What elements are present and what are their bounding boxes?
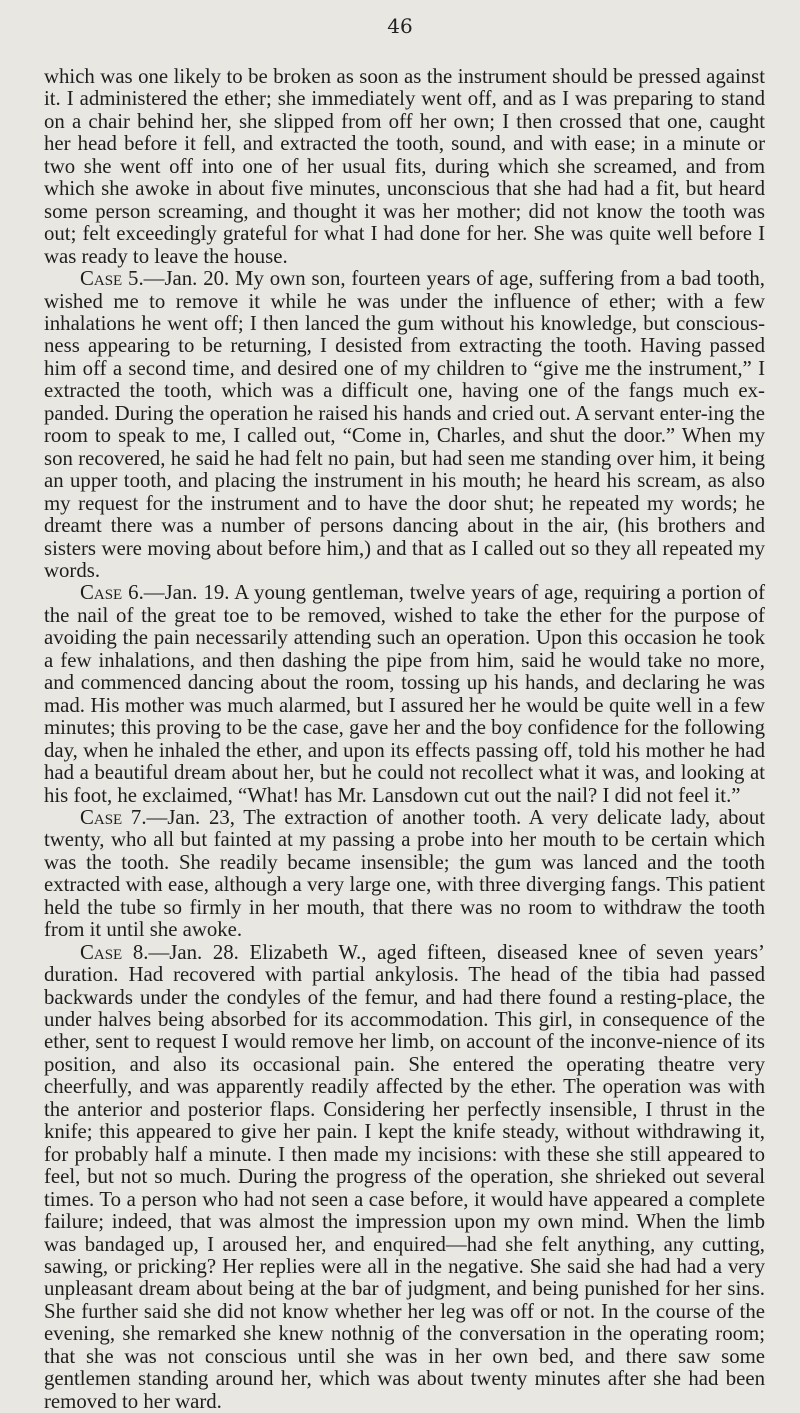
- paragraph-text: which was one likely to be broken as soon as the instrument should be pressed against it. I administered the ether; she immediately went off, and as I was preparing to stand on a chair behind her, she slipped from off her own; I then crossed that one, caught her head before it fell, and extracted the tooth, sound, and with ease; in a minute or two she went off into one of her usual fits, during which she screamed, and from which she awoke in about five minutes, unconscious that she had had a fit, but heard some person screaming, and thought it was her mother; did not know the tooth was out; felt exceedingly grateful for what I had done for her. She was quite well before I was ready to leave the house.: [44, 65, 765, 268]
- case-label: Case: [80, 805, 123, 829]
- paragraph-text: 6.—Jan. 19. A young gentleman, twelve years of age, requiring a portion of the nail of the great toe to be removed, wished to take the ether for the purpose of avoiding the pain necessarily attending such an operation. Upon this occasion he took a few inhalations, and then dashing the pipe from him, said he would take no more, and commenced dancing about the room, tossing up his hands, and declaring he was mad. His mother was much alarmed, but I assured her he would be quite well in a few minutes; this proving to be the case, gave her and the boy confidence for the following day, when he inhaled the ether, and upon its effects passing off, told his mother he had had a beautiful dream about her, but he could not recollect what it was, and looking at his foot, he exclaimed, “What! has Mr. Lansdown cut out the nail? I did not feel it.”: [44, 581, 765, 807]
- case-label: Case: [80, 581, 123, 605]
- case-label: Case: [80, 940, 123, 964]
- paragraph-text: 7.—Jan. 23, The extraction of another tooth. A very delicate lady, about twenty, who all but fainted at my passing a probe into her mouth to be certain which was the tooth. She readily became insensible; the gum was lanced and the tooth extracted with ease, although a very large one, with three diverging fangs. This patient held the tube so firmly in her mouth, that there was no room to withdraw the tooth from it until she awoke.: [44, 805, 765, 942]
- paragraph-case-6: [44, 582, 765, 807]
- case-label: Case: [80, 267, 123, 291]
- paragraph-text: 8.—Jan. 28. Elizabeth W., aged fifteen, diseased knee of seven years’ duration. Had recovered with partial ankylosis. The head of the tibia had passed backwards under the condyles of the femur, and had there found a resting-place, the under halves being absorbed for its accommodation. This girl, in consequence of the ether, sent to request I would remove her limb, on account of the inconve-nience of its position, and also its occasional pain. She entered the operating theatre very cheerfully, and was apparently readily affected by the ether. The operation was with the anterior and posterior flaps. Considering her perfectly insensible, I thrust in the knife; this appeared to give her pain. I kept the knife steady, without withdrawing it, for probably half a minute. I then made my incisions: with these she still appeared to feel, but not so much. During the progress of the operation, she shrieked out several times. To a person who had not seen a case before, it would have appeared a complete failure; indeed, that was almost the impression upon my own mind. When the limb was bandaged up, I aroused her, and enquired—had she felt anything, any cutting, sawing, or pricking? Her replies were all in the negative. She said she had had a very unpleasant dream about being at the bar of judgment, and being punished for her sins. She further said she did not know whether her leg was off or not. In the course of the evening, she remarked she knew nothnig of the conversation in the operating room; that she was not conscious until she was in her own bed, and there saw some gentlemen standing around her, which was about twenty minutes after she had been removed to her ward.: [44, 940, 765, 1413]
- paragraph-case-5: [44, 268, 765, 582]
- page-number: 46: [387, 14, 413, 38]
- paragraph-continuation: [44, 66, 765, 268]
- paragraph-text: 5.—Jan. 20. My own son, fourteen years of age, suffering from a bad tooth, wished me to remove it while he was under the influence of ether; with a few inhalations he went off; I then lanced the gum without his knowledge, but conscious-ness appearing to be returning, I desisted from extracting the tooth. Having passed him off a second time, and desired one of my children to “give me the instrument,” I extracted the tooth, which was a difficult one, having one of the fangs much ex-panded. During the operation he raised his hands and cried out. A servant enter-ing the room to speak to me, I called out, “Come in, Charles, and shut the door.” When my son recovered, he said he had felt no pain, but had seen me standing over him, it being an upper tooth, and placing the instrument in his mouth; he heard his scream, as also my request for the instrument and to have the door shut; he repeated my words; he dreamt there was a number of persons dancing about in the air, (his brothers and sisters were moving about before him,) and that as I called out so they all repeated my words.: [44, 267, 765, 582]
- paragraph-case-7: [44, 807, 765, 942]
- paragraph-case-8: [44, 942, 765, 1413]
- body-text: [44, 66, 765, 1413]
